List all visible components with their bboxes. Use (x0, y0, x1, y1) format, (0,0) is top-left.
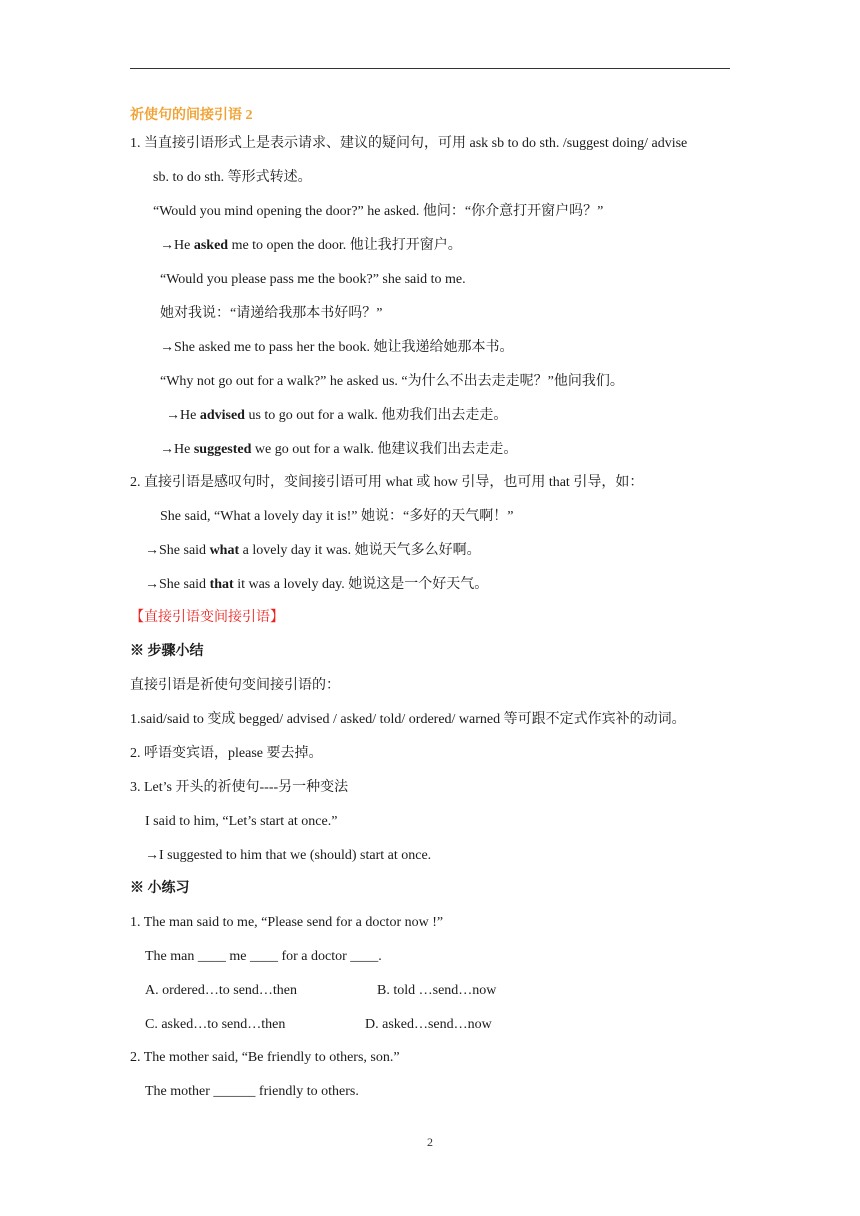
exercise-2-blank-sentence: The mother ______ friendly to others. (145, 1084, 359, 1099)
section-heading-red: 【直接引语变间接引语】 (130, 610, 284, 625)
practice-heading: ※ 小练习 (130, 881, 190, 896)
steps-summary-heading: ※ 步骤小结 (130, 644, 204, 659)
example-3-indirect-suggested: →He suggested we go out for a walk. 他建议我们出去走走。 (160, 442, 518, 457)
step-2: 2. 呼语变宾语，please 要去掉。 (130, 746, 323, 761)
example-2-direct: “Would you please pass me the book?” she said to me. (160, 272, 466, 287)
step-3-example-direct: I said to him, “Let’s start at once.” (145, 814, 338, 829)
example-4-indirect-what: →She said what a lovely day it was. 她说天气多么好啊。 (145, 543, 481, 558)
example-1-direct: “Would you mind opening the door?” he asked. 他问：“你介意打开窗户吗？” (153, 204, 604, 219)
step-3: 3. Let’s 开头的祈使句----另一种变法 (130, 780, 349, 795)
exercise-1-option-a: A. ordered…to send…then (145, 983, 298, 998)
example-4-direct: She said, “What a lovely day it is!” 她说：“多好的天气啊！” (160, 509, 514, 524)
steps-intro: 直接引语是祈使句变间接引语的： (130, 678, 340, 693)
example-3-direct: “Why not go out for a walk?” he asked us. “为什么不出去走走呢？”他问我们。 (160, 374, 624, 389)
rule-2: 2. 直接引语是感叹句时，变间接引语可用 what 或 how 引导，也可用 that 引导，如： (130, 475, 644, 490)
example-2-translation: 她对我说：“请递给我那本书好吗？” (160, 306, 383, 321)
section-title: 祈使句的间接引语 2 (130, 108, 253, 123)
header-rule (130, 68, 730, 69)
rule-1-line-2: sb. to do sth. 等形式转述。 (153, 170, 312, 185)
example-2-indirect: →She asked me to pass her the book. 她让我递给她那本书。 (160, 340, 514, 355)
exercise-1-question: 1. The man said to me, “Please send for a doctor now !” (130, 915, 444, 930)
example-3-indirect-advised: →He advised us to go out for a walk. 他劝我们出去走走。 (166, 408, 508, 423)
step-1: 1.said/said to 变成 begged/ advised / asked/ told/ ordered/ warned 等可跟不定式作宾补的动词。 (130, 712, 686, 727)
example-4-indirect-that: →She said that it was a lovely day. 她说这是一个好天气。 (145, 577, 489, 592)
page-number: 2 (427, 1135, 433, 1149)
exercise-2-question: 2. The mother said, “Be friendly to others, son.” (130, 1050, 400, 1065)
step-3-example-indirect: →I suggested to him that we (should) start at once. (145, 848, 432, 863)
exercise-1-option-b: B. told …send…now (377, 983, 497, 998)
rule-1-line-1: 1. 当直接引语形式上是表示请求、建议的疑问句，可用 ask sb to do sth. /suggest doing/ advise (130, 136, 688, 151)
exercise-1-blank-sentence: The man ____ me ____ for a doctor ____. (145, 949, 382, 964)
exercise-1-option-c: C. asked…to send…then (145, 1017, 286, 1032)
exercise-1-option-d: D. asked…send…now (365, 1017, 492, 1032)
example-1-indirect: →He asked me to open the door. 他让我打开窗户。 (160, 238, 462, 253)
